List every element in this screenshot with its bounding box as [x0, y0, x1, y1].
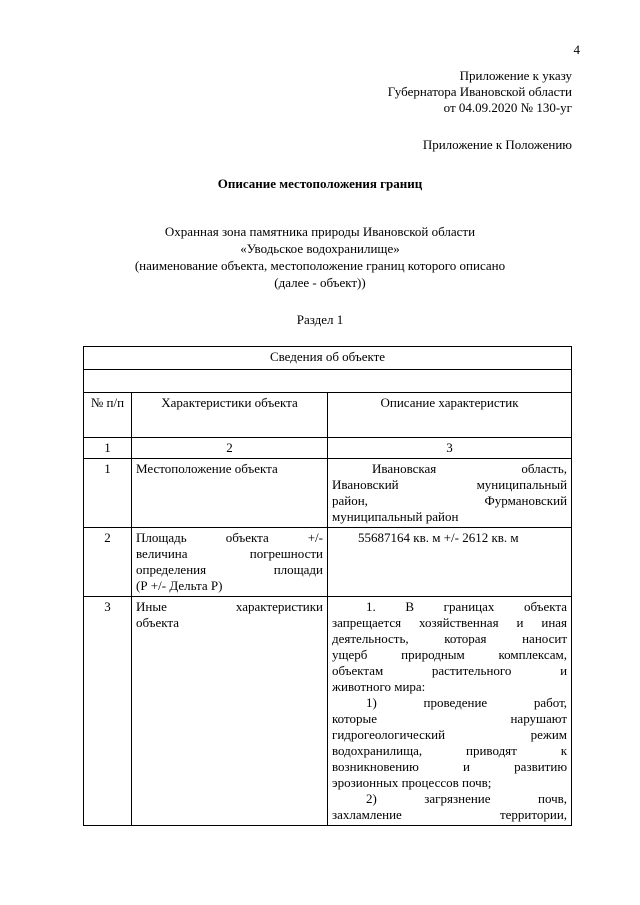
- row-name: [132, 528, 328, 597]
- text-line: которые нарушают: [332, 711, 568, 726]
- text-line: Ивановский муниципальный: [332, 477, 568, 492]
- object-line: (далее - объект)): [274, 275, 366, 290]
- text-line: 55687164 кв. м +/- 2612 кв. м: [358, 530, 519, 545]
- text-line: захламление территории,: [332, 807, 568, 822]
- text-line: муниципальный район: [332, 509, 459, 524]
- table-row: [84, 528, 572, 597]
- text-line: Местоположение объекта: [136, 461, 278, 476]
- table-row: [84, 597, 572, 826]
- row-name: [132, 459, 328, 528]
- table-empty-row: [84, 370, 572, 393]
- object-line: «Уводьское водохранилище»: [240, 241, 400, 256]
- header-num: № п/п: [84, 393, 132, 438]
- text-line: величина погрешности: [136, 546, 323, 561]
- text-line: объектам растительного и: [332, 663, 568, 678]
- text-line: определения площади: [136, 562, 323, 577]
- row-num: 1: [84, 459, 132, 528]
- text-line: 1) проведение работ,: [366, 695, 568, 710]
- table-row: [84, 459, 572, 528]
- col-number: 1: [84, 438, 132, 459]
- text-line: 1. В границах объекта: [366, 599, 568, 614]
- object-line: (наименование объекта, местоположение границ которого описано: [134, 258, 506, 273]
- text-line: район, Фурмановский: [332, 493, 568, 508]
- appendix-block: [388, 68, 572, 116]
- text-line: Площадь объекта +/-: [136, 530, 323, 545]
- text-line: 2) загрязнение почв,: [366, 791, 568, 806]
- appendix-to-regulation: Приложение к Положению: [422, 137, 572, 152]
- row-num: 3: [84, 597, 132, 826]
- text-line: Иные характеристики: [136, 599, 323, 614]
- document-title: Описание местоположения границ: [217, 176, 423, 191]
- col-number: 3: [328, 438, 572, 459]
- text-line: Ивановская область,: [372, 461, 568, 476]
- row-name: [132, 597, 328, 826]
- text-line: (Р +/- Дельта Р): [136, 578, 223, 593]
- text-line: ущерб природным комплексам,: [332, 647, 568, 662]
- object-info-table: [83, 346, 572, 826]
- text-line: эрозионных процессов почв;: [332, 775, 492, 790]
- table-caption: Сведения об объекте: [84, 347, 572, 370]
- row-num: 2: [84, 528, 132, 597]
- row-desc: [328, 597, 572, 826]
- appendix-line: от 04.09.2020 № 130-уг: [443, 100, 572, 115]
- object-line: Охранная зона памятника природы Ивановской области: [164, 224, 476, 239]
- row-desc: [328, 459, 572, 528]
- header-characteristics: Характеристики объекта: [132, 393, 328, 438]
- appendix-line: Губернатора Ивановской области: [387, 84, 572, 99]
- header-description: Описание характеристик: [328, 393, 572, 438]
- text-line: водохранилища, приводят к: [332, 743, 568, 758]
- text-line: запрещается хозяйственная и иная: [332, 615, 568, 630]
- text-line: объекта: [136, 615, 180, 630]
- object-name-block: [0, 224, 640, 292]
- text-line: гидрогеологический режим: [332, 727, 568, 742]
- col-number: 2: [132, 438, 328, 459]
- row-desc: [328, 528, 572, 597]
- appendix-line: Приложение к указу: [459, 68, 572, 83]
- text-line: деятельность, которая наносит: [332, 631, 568, 646]
- text-line: животного мира:: [332, 679, 426, 694]
- page-number: 4: [573, 42, 580, 57]
- text-line: возникновению и развитию: [332, 759, 568, 774]
- section-heading: Раздел 1: [296, 312, 344, 327]
